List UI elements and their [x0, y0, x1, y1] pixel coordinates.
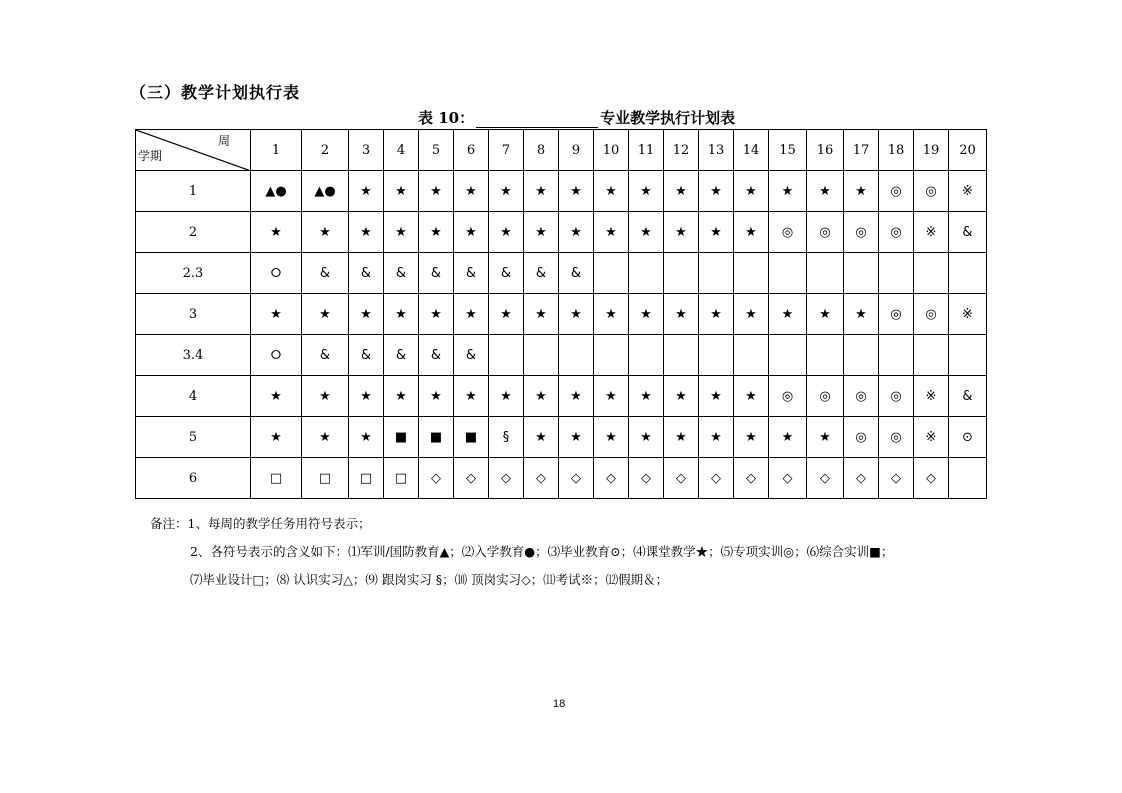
schedule-cell: ◇	[559, 458, 594, 499]
schedule-cell: ■	[454, 417, 489, 458]
schedule-cell: □	[349, 458, 384, 499]
schedule-cell: ★	[419, 294, 454, 335]
table-title	[418, 107, 735, 128]
schedule-cell: ※	[949, 294, 987, 335]
schedule-cell: ★	[524, 417, 559, 458]
schedule-cell: ⭘	[251, 335, 302, 376]
semester-axis-label: 学期	[138, 149, 163, 163]
schedule-cell: ★	[419, 171, 454, 212]
schedule-cell	[844, 335, 879, 376]
schedule-cell: ★	[302, 294, 349, 335]
schedule-cell	[914, 253, 949, 294]
schedule-cell: §	[489, 417, 524, 458]
section-title: （三）教学计划执行表	[130, 83, 301, 102]
schedule-cell	[949, 335, 987, 376]
schedule-cell: ★	[349, 417, 384, 458]
table-title-prefix: 表 10：	[418, 109, 475, 127]
schedule-cell: &	[419, 253, 454, 294]
semester-label-cell: 3	[136, 294, 251, 335]
note-line-1: 备注：1、每周的教学任务用符号表示；	[150, 516, 371, 531]
semester-label-cell: 1	[136, 171, 251, 212]
schedule-cell: ★	[664, 171, 699, 212]
schedule-cell: ★	[699, 294, 734, 335]
schedule-cell: &	[349, 335, 384, 376]
schedule-cell: ◎	[807, 376, 844, 417]
semester-row	[136, 253, 987, 294]
schedule-cell	[699, 253, 734, 294]
teaching-plan-table	[135, 129, 987, 499]
schedule-cell	[664, 253, 699, 294]
schedule-cell: ★	[769, 417, 807, 458]
schedule-cell: ★	[251, 294, 302, 335]
schedule-cell: ★	[734, 171, 769, 212]
week-header-cell: 20	[949, 130, 987, 171]
week-axis-label: 周	[217, 134, 230, 148]
schedule-cell	[734, 253, 769, 294]
schedule-cell: ◎	[879, 376, 914, 417]
schedule-cell: &	[384, 335, 419, 376]
schedule-cell	[594, 335, 629, 376]
schedule-cell	[629, 335, 664, 376]
schedule-cell: ★	[734, 417, 769, 458]
schedule-cell: &	[454, 335, 489, 376]
schedule-cell: ◇	[594, 458, 629, 499]
schedule-cell: ★	[524, 376, 559, 417]
schedule-cell: ◎	[914, 294, 949, 335]
schedule-cell: ★	[594, 294, 629, 335]
table-title-suffix: 专业教学执行计划表	[600, 109, 736, 127]
schedule-cell: ★	[524, 294, 559, 335]
schedule-cell: ★	[699, 212, 734, 253]
semester-row	[136, 417, 987, 458]
schedule-cell: ★	[594, 171, 629, 212]
schedule-cell: ★	[769, 171, 807, 212]
semester-label-cell: 5	[136, 417, 251, 458]
schedule-cell: ★	[559, 171, 594, 212]
semester-label-cell: 6	[136, 458, 251, 499]
week-header-cell: 15	[769, 130, 807, 171]
schedule-cell: ■	[419, 417, 454, 458]
schedule-cell: &	[524, 253, 559, 294]
schedule-cell: ★	[302, 376, 349, 417]
schedule-cell	[949, 253, 987, 294]
schedule-cell: ★	[734, 294, 769, 335]
schedule-cell: □	[251, 458, 302, 499]
schedule-cell: &	[454, 253, 489, 294]
schedule-cell: ◎	[879, 294, 914, 335]
week-header-cell: 19	[914, 130, 949, 171]
semester-label-cell: 2.3	[136, 253, 251, 294]
schedule-cell: ※	[914, 376, 949, 417]
schedule-cell: ★	[454, 376, 489, 417]
schedule-cell: ★	[302, 417, 349, 458]
schedule-cell: ◇	[454, 458, 489, 499]
schedule-cell: ※	[914, 212, 949, 253]
schedule-cell: ★	[844, 294, 879, 335]
week-header-cell: 16	[807, 130, 844, 171]
schedule-cell: ★	[807, 294, 844, 335]
schedule-cell	[524, 335, 559, 376]
schedule-cell	[807, 253, 844, 294]
schedule-cell: ★	[251, 376, 302, 417]
schedule-cell: ★	[251, 212, 302, 253]
schedule-cell: ★	[454, 294, 489, 335]
week-header-cell: 9	[559, 130, 594, 171]
schedule-cell: ★	[664, 212, 699, 253]
schedule-cell: ◎	[844, 212, 879, 253]
schedule-cell: ◎	[844, 376, 879, 417]
schedule-cell: ★	[594, 417, 629, 458]
schedule-cell: ◇	[489, 458, 524, 499]
schedule-cell: ★	[699, 171, 734, 212]
schedule-cell: ★	[559, 212, 594, 253]
schedule-cell: ◇	[879, 458, 914, 499]
schedule-cell: ★	[454, 171, 489, 212]
schedule-cell	[879, 253, 914, 294]
page-number: 18	[553, 698, 566, 710]
schedule-cell: &	[349, 253, 384, 294]
schedule-cell: ★	[699, 417, 734, 458]
schedule-cell: ★	[489, 212, 524, 253]
schedule-cell: ★	[559, 376, 594, 417]
semester-row	[136, 171, 987, 212]
schedule-cell: ★	[559, 417, 594, 458]
week-header-cell: 8	[524, 130, 559, 171]
schedule-cell: ★	[454, 212, 489, 253]
schedule-cell	[949, 458, 987, 499]
schedule-cell: ★	[489, 171, 524, 212]
schedule-cell: ★	[524, 212, 559, 253]
week-header-cell: 6	[454, 130, 489, 171]
schedule-cell: ★	[769, 294, 807, 335]
week-header-cell: 5	[419, 130, 454, 171]
schedule-cell	[629, 253, 664, 294]
schedule-cell: ★	[489, 376, 524, 417]
semester-label-cell: 4	[136, 376, 251, 417]
schedule-cell: &	[419, 335, 454, 376]
semester-label-cell: 2	[136, 212, 251, 253]
semester-row	[136, 458, 987, 499]
semester-row	[136, 335, 987, 376]
schedule-cell: ◇	[734, 458, 769, 499]
schedule-cell: &	[384, 253, 419, 294]
schedule-cell: ★	[349, 376, 384, 417]
schedule-cell: ◎	[769, 212, 807, 253]
schedule-cell: &	[949, 376, 987, 417]
semester-row	[136, 376, 987, 417]
schedule-cell: ★	[629, 294, 664, 335]
schedule-cell: ◎	[914, 171, 949, 212]
week-header-cell: 3	[349, 130, 384, 171]
schedule-cell	[559, 335, 594, 376]
week-header-cell: 10	[594, 130, 629, 171]
week-header-cell: 13	[699, 130, 734, 171]
schedule-cell	[769, 335, 807, 376]
schedule-cell: ◇	[914, 458, 949, 499]
schedule-cell: ◇	[844, 458, 879, 499]
week-header-cell: 1	[251, 130, 302, 171]
schedule-cell	[769, 253, 807, 294]
schedule-cell	[664, 335, 699, 376]
week-header-cell: 2	[302, 130, 349, 171]
schedule-cell: ◎	[879, 417, 914, 458]
notes	[150, 510, 893, 594]
schedule-cell: ◇	[524, 458, 559, 499]
schedule-cell: ★	[594, 376, 629, 417]
schedule-cell: □	[384, 458, 419, 499]
schedule-cell	[879, 335, 914, 376]
schedule-cell: ★	[807, 171, 844, 212]
schedule-cell: ◇	[807, 458, 844, 499]
semester-row	[136, 212, 987, 253]
schedule-cell: ★	[384, 294, 419, 335]
week-header-cell: 11	[629, 130, 664, 171]
schedule-cell: □	[302, 458, 349, 499]
schedule-cell: ★	[664, 376, 699, 417]
schedule-cell: ⭘	[251, 253, 302, 294]
week-header-cell: 17	[844, 130, 879, 171]
week-header-cell: 18	[879, 130, 914, 171]
schedule-cell: ★	[251, 417, 302, 458]
schedule-cell	[844, 253, 879, 294]
schedule-cell: ★	[384, 212, 419, 253]
week-header-cell: 12	[664, 130, 699, 171]
schedule-cell: ★	[302, 212, 349, 253]
schedule-cell: ★	[629, 417, 664, 458]
schedule-cell: ★	[349, 212, 384, 253]
schedule-cell: ◇	[699, 458, 734, 499]
schedule-cell: ★	[419, 376, 454, 417]
week-header-cell: 4	[384, 130, 419, 171]
schedule-cell: ▲●	[302, 171, 349, 212]
note-line-3: ⑺毕业设计□；⑻ 认识实习△；⑼ 跟岗实习 §；⑽ 顶岗实习◇；⑾考试※；⑿假期＆；	[190, 572, 669, 587]
schedule-cell: &	[559, 253, 594, 294]
schedule-cell: ◇	[664, 458, 699, 499]
schedule-cell: ★	[559, 294, 594, 335]
schedule-cell: &	[489, 253, 524, 294]
schedule-cell: &	[302, 335, 349, 376]
schedule-cell: ★	[734, 212, 769, 253]
week-header-cell: 7	[489, 130, 524, 171]
schedule-cell: ◇	[769, 458, 807, 499]
schedule-cell: ★	[699, 376, 734, 417]
schedule-cell: ★	[629, 376, 664, 417]
schedule-cell: ★	[489, 294, 524, 335]
schedule-cell: ◎	[844, 417, 879, 458]
schedule-cell: ◎	[807, 212, 844, 253]
schedule-cell: ★	[594, 212, 629, 253]
schedule-cell: &	[302, 253, 349, 294]
major-name-blank	[476, 113, 598, 128]
schedule-cell: ◇	[629, 458, 664, 499]
schedule-cell: ▲●	[251, 171, 302, 212]
schedule-cell: ★	[384, 171, 419, 212]
schedule-cell: ■	[384, 417, 419, 458]
schedule-cell: ★	[734, 376, 769, 417]
corner-header-cell	[136, 130, 251, 171]
schedule-cell: &	[949, 212, 987, 253]
schedule-cell: ◎	[879, 212, 914, 253]
schedule-cell	[734, 335, 769, 376]
schedule-cell: ★	[664, 417, 699, 458]
week-header-cell: 14	[734, 130, 769, 171]
schedule-cell: ★	[349, 171, 384, 212]
schedule-cell: ★	[349, 294, 384, 335]
schedule-cell: ◇	[419, 458, 454, 499]
schedule-cell: ★	[629, 171, 664, 212]
semester-row	[136, 294, 987, 335]
header-row	[136, 130, 987, 171]
note-line-2: 2、各符号表示的含义如下：⑴军训/国防教育▲；⑵入学教育●；⑶毕业教育⊙；⑷课堂教学★；⑸专项实训◎；⑹综合实训■；	[190, 544, 894, 559]
schedule-cell: ◎	[879, 171, 914, 212]
schedule-cell: ★	[419, 212, 454, 253]
schedule-cell: ⊙	[949, 417, 987, 458]
schedule-cell: ★	[807, 417, 844, 458]
schedule-cell	[489, 335, 524, 376]
schedule-cell: ◎	[769, 376, 807, 417]
schedule-cell: ※	[914, 417, 949, 458]
schedule-cell: ★	[384, 376, 419, 417]
schedule-cell	[699, 335, 734, 376]
schedule-cell	[914, 335, 949, 376]
schedule-cell	[594, 253, 629, 294]
schedule-cell	[807, 335, 844, 376]
semester-label-cell: 3.4	[136, 335, 251, 376]
schedule-cell: ★	[524, 171, 559, 212]
schedule-cell: ★	[844, 171, 879, 212]
schedule-cell: ★	[629, 212, 664, 253]
schedule-cell: ★	[664, 294, 699, 335]
schedule-cell: ※	[949, 171, 987, 212]
